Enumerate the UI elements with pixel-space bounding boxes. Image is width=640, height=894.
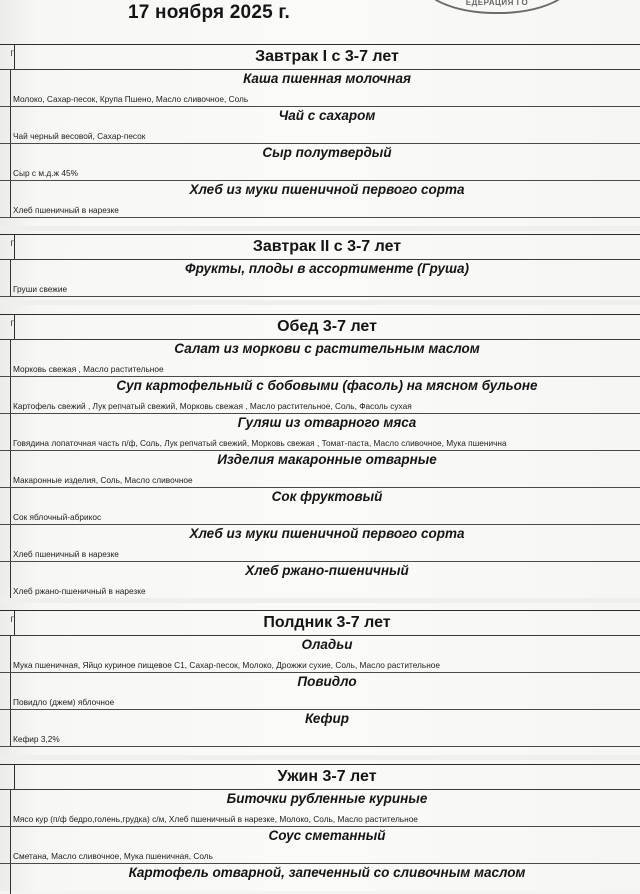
dish-name: Гуляш из отварного мяса bbox=[237, 415, 417, 430]
meal-header bbox=[0, 235, 640, 260]
row-left-cell bbox=[0, 636, 11, 672]
row-left-cell bbox=[0, 710, 11, 746]
stamp-text: ЕДЕРАЦИЯ ГО bbox=[465, 0, 529, 7]
dish-ingredients: Молоко, Сахар-песок, Крупа Пшено, Масло сливочное, Соль bbox=[13, 94, 249, 104]
dish-name: Хлеб из муки пшеничной первого сорта bbox=[189, 182, 465, 197]
unit-cell: г bbox=[0, 45, 15, 69]
row-left-cell bbox=[0, 790, 11, 826]
meal-section-lunch bbox=[0, 314, 640, 599]
meal-section-dinner bbox=[0, 764, 640, 894]
dish-ingredients: Мясо кур (п/ф бедро,голень,грудка) с/м, Хлеб пшеничный в нарезке, Молоко, Соль, Масло растительное bbox=[13, 814, 418, 824]
dish-ingredients: Говядина лопаточная часть п/ф, Соль, Лук репчатый свежий, Морковь свежая , Томат-паста, Масло сливочное, Мука пшенична bbox=[13, 438, 507, 448]
meal-header bbox=[0, 315, 640, 340]
meal-header bbox=[0, 765, 640, 790]
unit-cell bbox=[0, 765, 15, 789]
stamp-seal-icon bbox=[420, 0, 574, 14]
unit-cell: г bbox=[0, 235, 15, 259]
row-left-cell bbox=[0, 673, 11, 709]
dish-ingredients: Кефир 3,2% bbox=[13, 734, 60, 744]
row-left-cell bbox=[0, 377, 11, 413]
unit-cell: г bbox=[0, 315, 15, 339]
dish-ingredients: Морковь свежая , Масло растительное bbox=[13, 364, 164, 374]
dish-name: Хлеб ржано-пшеничный bbox=[245, 563, 409, 578]
dish-row bbox=[0, 260, 640, 297]
row-left-cell bbox=[0, 144, 11, 180]
dish-name: Соус сметанный bbox=[268, 828, 386, 843]
document-date: 17 ноября 2025 г. bbox=[128, 2, 291, 23]
dish-row bbox=[0, 636, 640, 673]
dish-row bbox=[0, 70, 640, 107]
dish-name: Биточки рубленные куриные bbox=[226, 791, 428, 806]
row-left-cell bbox=[0, 827, 11, 863]
dish-row bbox=[0, 181, 640, 218]
row-left-cell bbox=[0, 107, 11, 143]
meal-title: Ужин 3-7 лет bbox=[277, 768, 377, 785]
dish-row bbox=[0, 340, 640, 377]
dish-ingredients: Хлеб пшеничный в нарезке bbox=[13, 205, 119, 215]
dish-ingredients: Сметана, Масло сливочное, Мука пшеничная, Соль bbox=[13, 851, 213, 861]
dish-row bbox=[0, 864, 640, 894]
row-left-cell bbox=[0, 181, 11, 217]
dish-ingredients: Макаронные изделия, Соль, Масло сливочное bbox=[13, 475, 193, 485]
row-left-cell bbox=[0, 488, 11, 524]
dish-name: Повидло bbox=[297, 674, 357, 689]
section-gap bbox=[0, 755, 640, 760]
section-gap bbox=[0, 226, 640, 231]
meal-section-breakfast-2 bbox=[0, 234, 640, 297]
dish-ingredients: Картофель свежий , Лук репчатый свежий, Морковь свежая , Масло растительное, Соль, Фасоль сухая bbox=[13, 401, 412, 411]
dish-row bbox=[0, 790, 640, 827]
row-left-cell bbox=[0, 340, 11, 376]
meal-title: Полдник 3-7 лет bbox=[263, 614, 391, 631]
dish-row bbox=[0, 451, 640, 488]
dish-row bbox=[0, 414, 640, 451]
dish-ingredients: Мука пшеничная, Яйцо куриное пищевое С1, Сахар-песок, Молоко, Дрожжи сухие, Соль, Масло растительное bbox=[13, 660, 441, 670]
row-left-cell bbox=[0, 260, 11, 296]
row-left-cell bbox=[0, 451, 11, 487]
meal-header bbox=[0, 45, 640, 70]
dish-row bbox=[0, 673, 640, 710]
dish-name: Каша пшенная молочная bbox=[243, 71, 411, 86]
dish-row bbox=[0, 107, 640, 144]
section-gap bbox=[0, 300, 640, 305]
dish-row bbox=[0, 144, 640, 181]
dish-name: Изделия макаронные отварные bbox=[217, 452, 437, 467]
dish-row bbox=[0, 488, 640, 525]
dish-ingredients: Сок яблочный-абрикос bbox=[13, 512, 102, 522]
dish-ingredients: Груши свежие bbox=[13, 284, 68, 294]
dish-row bbox=[0, 562, 640, 599]
dish-name: Кефир bbox=[305, 711, 349, 726]
row-left-cell bbox=[0, 864, 11, 894]
section-gap bbox=[0, 598, 640, 603]
dish-ingredients: Повидло (джем) яблочное bbox=[13, 697, 115, 707]
meal-title: Завтрак I с 3-7 лет bbox=[255, 48, 399, 65]
meal-section-breakfast-1 bbox=[0, 44, 640, 218]
meal-section-afternoon-snack bbox=[0, 610, 640, 747]
dish-name: Суп картофельный с бобовыми (фасоль) на мясном бульоне bbox=[116, 378, 538, 393]
dish-ingredients: Чай черный весовой, Сахар-песок bbox=[13, 131, 146, 141]
meal-title: Обед 3-7 лет bbox=[277, 318, 377, 335]
dish-row bbox=[0, 710, 640, 747]
row-left-cell bbox=[0, 525, 11, 561]
dish-ingredients: Хлеб ржано-пшеничный в нарезке bbox=[13, 586, 146, 596]
dish-ingredients: Хлеб пшеничный в нарезке bbox=[13, 549, 119, 559]
row-left-cell bbox=[0, 414, 11, 450]
dish-name: Чай с сахаром bbox=[278, 108, 376, 123]
meal-title: Завтрак II с 3-7 лет bbox=[252, 238, 402, 255]
dish-row bbox=[0, 525, 640, 562]
dish-name: Хлеб из муки пшеничной первого сорта bbox=[189, 526, 465, 541]
dish-name: Салат из моркови с растительным маслом bbox=[174, 341, 480, 356]
dish-name: Картофель отварной, запеченный со сливочным маслом bbox=[128, 865, 526, 880]
row-left-cell bbox=[0, 562, 11, 598]
meal-header bbox=[0, 611, 640, 636]
dish-name: Оладьи bbox=[301, 637, 353, 652]
unit-cell: г bbox=[0, 611, 15, 635]
dish-name: Сыр полутвердый bbox=[262, 145, 392, 160]
row-left-cell bbox=[0, 70, 11, 106]
dish-ingredients: Сыр с м.д.ж 45% bbox=[13, 168, 78, 178]
dish-row bbox=[0, 827, 640, 864]
dish-row bbox=[0, 377, 640, 414]
dish-name: Фрукты, плоды в ассортименте (Груша) bbox=[185, 261, 469, 276]
dish-name: Сок фруктовый bbox=[271, 489, 383, 504]
